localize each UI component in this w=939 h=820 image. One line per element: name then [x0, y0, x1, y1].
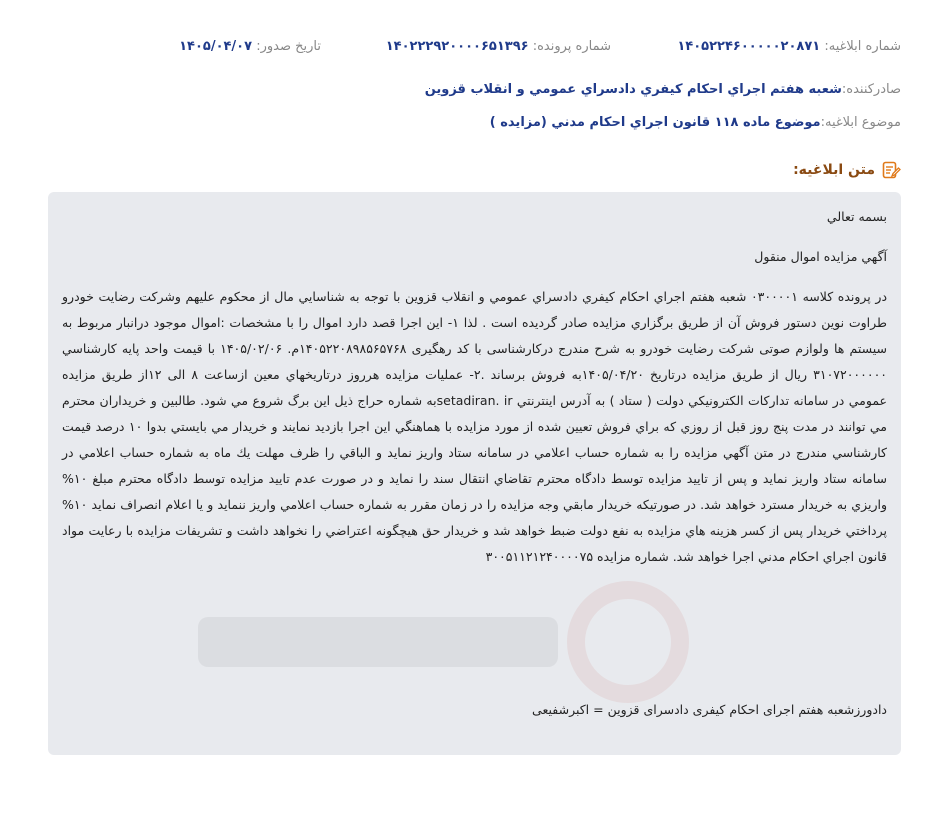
subject-label: موضوع ابلاغیه: [820, 115, 901, 130]
case-number-field [386, 39, 611, 54]
notice-title: آگهي مزايده اموال منقول [754, 249, 887, 264]
notice-text-title: متن ابلاغیه: [793, 162, 875, 178]
issue-date-field [179, 39, 321, 54]
issue-date-label: تاریخ صدور: [256, 38, 321, 54]
document-edit-icon [881, 160, 901, 180]
subject-row [40, 115, 901, 130]
notice-greeting: بسمه تعالي [826, 209, 887, 224]
watermark-logo [158, 572, 718, 712]
case-number-label: شماره پرونده: [532, 38, 611, 54]
notice-number-label: شماره ابلاغیه: [824, 38, 901, 54]
issuer-value: شعبه هفتم اجراي احكام كيفري دادسراي عمومي و انقلاب قزوين [424, 82, 842, 97]
case-number-value: ۱۴۰۲۲۲۹۲۰۰۰۰۶۵۱۳۹۶ [385, 38, 529, 54]
notice-number-field [677, 39, 901, 54]
subject-value: موضوع ماده ۱۱۸ قانون اجراي احكام مدني (مزايده ) [489, 115, 821, 130]
notice-number-value: ۱۴۰۵۲۲۴۶۰۰۰۰۰۲۰۸۷۱ [677, 38, 821, 54]
issue-date-value: ۱۴۰۵/۰۴/۰۷ [179, 38, 253, 54]
notice-content [62, 204, 887, 570]
notice-body-panel [48, 192, 901, 755]
notice-text-heading [793, 160, 901, 180]
notice-signature: دادورزشعبه هفتم اجرای احکام کیفری دادسرای قزوین = اکبرشفیعی [532, 702, 887, 717]
notice-paragraph: در پرونده كلاسه ۰۳۰۰۰۰۱ شعبه هفتم اجراي احكام كيفري دادسراي عمومي و انقلاب قزوين با توجه به شناسايي مال از محكوم عليهم وشركت رضايت خودرو طراوت نوين دستور فروش آن از طريق برگزاري مزايده صادر گرديده است . لذا ۱- اين اجرا قصد دارد اموال را با مشخصات :اموال موجود درانبار مربوط به سیستم ها ولوازم صوتی شرکت رضایت خودرو به شرح مندرج درکارشناسی با کد رهگیری ۱۴۰۵۲۲۰۸۹۸۵۶۵۷۶۸م. ۱۴۰۵/۰۲/۰۶ با قيمت واحد پايه كارشناسي ۳۱۰۷۲۰۰۰۰۰۰ ريال از طريق مزايده درتاريخ ۱۴۰۵/۰۴/۲۰به فروش برساند .۲- عمليات مزايده هرروز درتاريخهاي معين ازساعت ۸ الی ۱۲از طريق مزايده عمومي در سامانه تداركات الكترونيكي دولت ( ستاد ) به آدرس اينترنتي setadiran. irبه شماره حراج ذيل اين برگ شروع مي شود. طالبين و خريداران محترم مي توانند در مدت پنج روز قبل از روزي كه براي فروش تعيين شده از مورد مزايده با هماهنگي اين اجرا بازديد نمايند و خريدار مي بايستي بدوا ۱۰ درصد قيمت كارشناسي مندرج در متن آگهي مزايده را به شماره حساب اعلامي در سامانه ستاد واريز نمايد و الباقي را ظرف مهلت يك ماه به شماره حساب اعلامي در سامانه ستاد واريز نمايد و پس از تاييد مزايده توسط دادگاه محترم تقاضاي انتقال سند را نمايد و در صورت عدم تاييد مزايده توسط دادگاه محترم مبلغ ۱۰% واريزي به خريدار مسترد خواهد شد. در صورتيكه خريدار مابقي وجه مزايده را در زمان مقرر به شماره حساب اعلامي واريز ننمايد و يا اعلام انصراف نمايد ۱۰% پرداختي خريدار پس از كسر هزينه هاي مزايده به نفع دولت ضبط خواهد شد و خريدار حق هيچگونه اعتراضي را نخواهد داشت و تشريفات مزايده با رعايت مواد قانون اجراي احكام مدني اجرا خواهد شد. شماره مزايده ۳۰۰۵۱۱۲۱۲۴۰۰۰۰۷۵ [62, 289, 888, 564]
issuer-label: صادرکننده: [841, 82, 901, 97]
issuer-row [40, 82, 901, 97]
